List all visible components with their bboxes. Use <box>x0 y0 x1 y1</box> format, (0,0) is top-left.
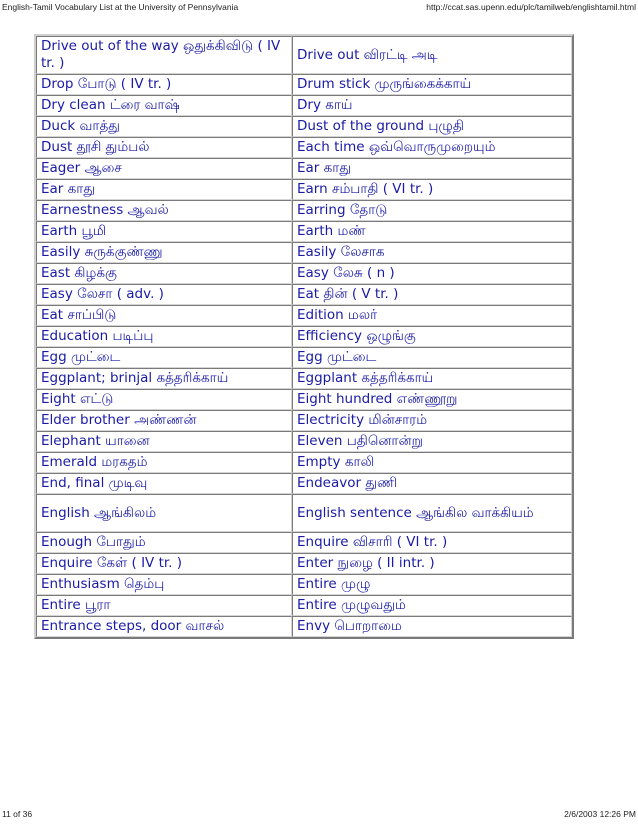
vocab-entry-cell: End, final முடிவு <box>36 473 292 494</box>
vocab-entry-cell: Eager ஆசை <box>36 158 292 179</box>
vocab-entry-cell: Endeavor துணி <box>292 473 572 494</box>
table-row <box>36 179 572 200</box>
vocab-entry-cell: Eggplant கத்தரிக்காய் <box>292 368 572 389</box>
vocab-entry-cell: Efficiency ஒழுங்கு <box>292 326 572 347</box>
vocab-entry-cell: Elder brother அண்ணன் <box>36 410 292 431</box>
vocab-entry-cell: Empty காலி <box>292 452 572 473</box>
vocab-entry-cell: Enter நுழை ( II intr. ) <box>292 553 572 574</box>
table-row <box>36 242 572 263</box>
table-row <box>36 200 572 221</box>
vocab-entry-cell: Earth பூமி <box>36 221 292 242</box>
vocab-entry-cell: Education படிப்பு <box>36 326 292 347</box>
table-row <box>36 452 572 473</box>
vocab-entry-cell: Eat சாப்பிடு <box>36 305 292 326</box>
vocab-entry-cell: Each time ஒவ்வொருமுறையும் <box>292 137 572 158</box>
table-row <box>36 532 572 553</box>
vocab-entry-cell: Drop போடு ( IV tr. ) <box>36 74 292 95</box>
vocab-entry-cell: Enquire கேள் ( IV tr. ) <box>36 553 292 574</box>
table-row <box>36 389 572 410</box>
vocab-entry-cell: East கிழக்கு <box>36 263 292 284</box>
vocabulary-table <box>34 34 574 639</box>
table-row <box>36 553 572 574</box>
table-row <box>36 494 572 532</box>
vocab-entry-cell: Elephant யானை <box>36 431 292 452</box>
vocab-entry-cell: Easily சுருக்குண்ணு <box>36 242 292 263</box>
vocab-entry-cell: Emerald மரகதம் <box>36 452 292 473</box>
vocab-entry-cell: Ear காது <box>36 179 292 200</box>
vocab-entry-cell: Easy லேசா ( adv. ) <box>36 284 292 305</box>
table-row <box>36 431 572 452</box>
vocab-entry-cell: Entrance steps, door வாசல் <box>36 616 292 637</box>
vocab-entry-cell: Dust தூசி தும்பல் <box>36 137 292 158</box>
table-row <box>36 263 572 284</box>
table-row <box>36 473 572 494</box>
vocab-entry-cell: Electricity மின்சாரம் <box>292 410 572 431</box>
table-row <box>36 305 572 326</box>
print-datetime: 2/6/2003 12:26 PM <box>564 809 636 819</box>
vocab-entry-cell: Eggplant; brinjal கத்தரிக்காய் <box>36 368 292 389</box>
vocab-entry-cell: Eight hundred எண்ணூறு <box>292 389 572 410</box>
page-number: 11 of 36 <box>2 809 33 819</box>
vocab-entry-cell: Entire முழுவதும் <box>292 595 572 616</box>
table-row <box>36 74 572 95</box>
vocab-entry-cell: Edition மலர் <box>292 305 572 326</box>
table-row <box>36 595 572 616</box>
document-url: http://ccat.sas.upenn.edu/plc/tamilweb/englishtamil.html <box>426 2 636 12</box>
table-row <box>36 410 572 431</box>
table-row <box>36 221 572 242</box>
print-header <box>2 2 636 14</box>
vocab-entry-cell: Enthusiasm தெம்பு <box>36 574 292 595</box>
vocab-entry-cell: Egg முட்டை <box>36 347 292 368</box>
vocab-entry-cell: Dry clean ட்ரை வாஷ் <box>36 95 292 116</box>
vocab-entry-cell: Envy பொறாமை <box>292 616 572 637</box>
vocab-entry-cell: English ஆங்கிலம் <box>36 494 292 532</box>
table-row <box>36 137 572 158</box>
table-row <box>36 368 572 389</box>
table-row <box>36 574 572 595</box>
vocab-entry-cell: Drive out விரட்டி அடி <box>292 36 572 74</box>
vocab-entry-cell: Eleven பதினொன்று <box>292 431 572 452</box>
vocabulary-table-body <box>36 36 572 637</box>
vocab-entry-cell: Easily லேசாக <box>292 242 572 263</box>
table-row <box>36 284 572 305</box>
table-row <box>36 116 572 137</box>
table-row <box>36 347 572 368</box>
vocab-entry-cell: Enquire விசாரி ( VI tr. ) <box>292 532 572 553</box>
vocab-entry-cell: Drum stick முருங்கைக்காய் <box>292 74 572 95</box>
table-row <box>36 326 572 347</box>
vocab-entry-cell: Entire முழு <box>292 574 572 595</box>
table-row <box>36 616 572 637</box>
vocab-entry-cell: Egg முட்டை <box>292 347 572 368</box>
vocab-entry-cell: English sentence ஆங்கில வாக்கியம் <box>292 494 572 532</box>
vocab-entry-cell: Earth மண் <box>292 221 572 242</box>
vocab-entry-cell: Ear காது <box>292 158 572 179</box>
vocab-entry-cell: Eat தின் ( V tr. ) <box>292 284 572 305</box>
vocab-entry-cell: Eight எட்டு <box>36 389 292 410</box>
table-row <box>36 158 572 179</box>
print-footer <box>2 809 636 821</box>
vocab-entry-cell: Duck வாத்து <box>36 116 292 137</box>
vocab-entry-cell: Drive out of the way ஒதுக்கிவிடு ( IV tr. ) <box>36 36 292 74</box>
table-row <box>36 95 572 116</box>
table-row <box>36 36 572 74</box>
vocab-entry-cell: Earring தோடு <box>292 200 572 221</box>
document-title: English-Tamil Vocabulary List at the University of Pennsylvania <box>2 2 239 12</box>
vocab-entry-cell: Entire பூரா <box>36 595 292 616</box>
vocab-entry-cell: Easy லேசு ( n ) <box>292 263 572 284</box>
vocab-entry-cell: Enough போதும் <box>36 532 292 553</box>
vocab-entry-cell: Dry காய் <box>292 95 572 116</box>
vocab-entry-cell: Earnestness ஆவல் <box>36 200 292 221</box>
vocab-entry-cell: Earn சம்பாதி ( VI tr. ) <box>292 179 572 200</box>
vocab-entry-cell: Dust of the ground புழுதி <box>292 116 572 137</box>
